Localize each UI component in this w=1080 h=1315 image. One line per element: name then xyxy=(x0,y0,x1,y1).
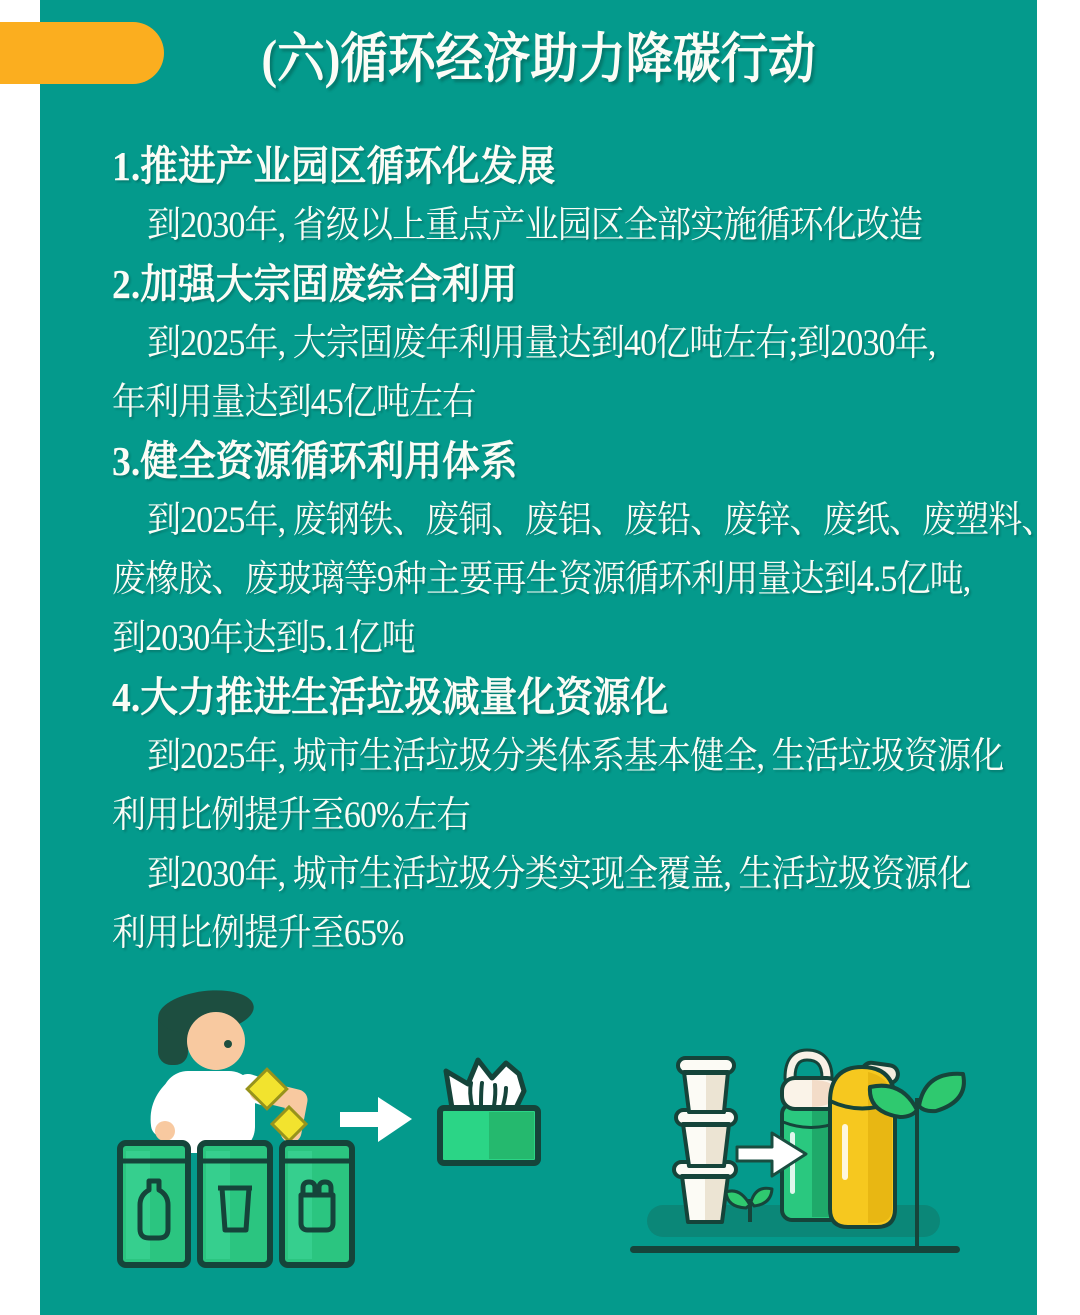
section-1-line: 到2030年, 省级以上重点产业园区全部实施循环化改造 xyxy=(146,205,923,246)
section-4-line: 到2025年, 城市生活垃圾分类体系基本健全, 生活垃圾资源化 xyxy=(146,736,1004,777)
section-3-heading: 3.健全资源循环利用体系 xyxy=(112,438,518,484)
orange-ribbon xyxy=(0,22,164,84)
tissue-box-icon xyxy=(440,1060,538,1163)
section-2-line: 年利用量达到45亿吨左右 xyxy=(112,382,476,423)
section-4-line: 利用比例提升至60%左右 xyxy=(112,795,470,836)
recycle-bins-icon xyxy=(120,1143,352,1265)
section-3-line: 废橡胶、废玻璃等9种主要再生资源循环利用量达到4.5亿吨, xyxy=(112,559,971,600)
section-1-heading: 1.推进产业园区循环化发展 xyxy=(112,143,556,189)
waste-sorting-illustration xyxy=(100,985,660,1285)
section-2-heading: 2.加强大宗固废综合利用 xyxy=(112,261,518,307)
recycled-products-illustration xyxy=(600,1000,1080,1315)
section-4-line: 到2030年, 城市生活垃圾分类实现全覆盖, 生活垃圾资源化 xyxy=(146,854,971,895)
section-3-line: 到2030年达到5.1亿吨 xyxy=(112,618,415,659)
section-4-heading: 4.大力推进生活垃圾减量化资源化 xyxy=(112,674,669,720)
arrow-right-icon xyxy=(340,1097,412,1142)
section-2-line: 到2025年, 大宗固废年利用量达到40亿吨左右;到2030年, xyxy=(146,323,936,364)
base-line xyxy=(630,1246,960,1253)
content-block xyxy=(112,137,1055,963)
section-4-line: 利用比例提升至65% xyxy=(112,913,404,954)
page-title: (六)循环经济助力降碳行动 xyxy=(261,29,816,89)
section-3-line: 到2025年, 废钢铁、废铜、废铝、废铅、废锌、废纸、废塑料、 xyxy=(146,500,1055,541)
